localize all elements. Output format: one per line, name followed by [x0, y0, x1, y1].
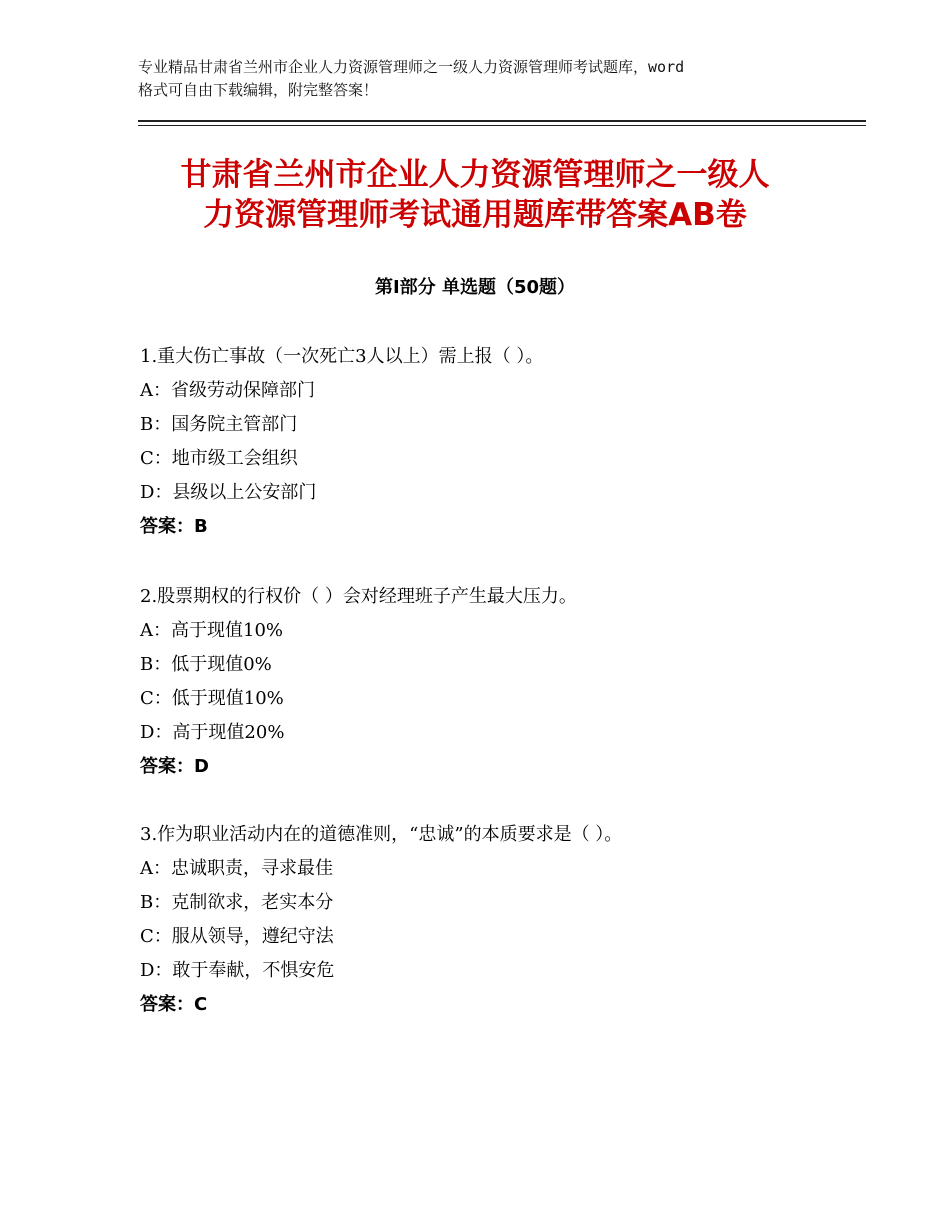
- option-d: D：高于现值20%: [140, 722, 285, 743]
- option-d: D：县级以上公安部门: [140, 482, 317, 503]
- answer-label: 答案：B: [140, 516, 208, 537]
- question-block: [140, 340, 860, 544]
- question-block: [140, 580, 860, 784]
- option-c: C：服从领导，遵纪守法: [140, 926, 334, 947]
- header-note-line-1: 专业精品甘肃省兰州市企业人力资源管理师之一级人力资源管理师考试题库，word: [138, 58, 685, 76]
- header-note: [138, 56, 838, 102]
- option-d: D：敢于奉献，不惧安危: [140, 960, 335, 981]
- question-stem: 2.股票期权的行权价（ ）会对经理班子产生最大压力。: [140, 586, 577, 607]
- question-stem: 3.作为职业活动内在的道德准则，“忠诚”的本质要求是（ ）。: [140, 824, 623, 845]
- option-a: A：省级劳动保障部门: [140, 380, 315, 401]
- option-b: B：国务院主管部门: [140, 414, 298, 435]
- question-stem: 1.重大伤亡事故（一次死亡3人以上）需上报（ ）。: [140, 346, 544, 367]
- section-heading: 第Ⅰ部分 单选题（50题）: [374, 277, 575, 298]
- question-block: [140, 818, 860, 1022]
- document-title: [100, 155, 850, 235]
- option-c: C：地市级工会组织: [140, 448, 298, 469]
- header-divider-thick: [138, 120, 866, 122]
- answer-label: 答案：C: [140, 994, 208, 1015]
- option-c: C：低于现值10%: [140, 688, 284, 709]
- option-b: B：克制欲求，老实本分: [140, 892, 334, 913]
- title-line-1: 甘肃省兰州市企业人力资源管理师之一级人: [180, 157, 770, 193]
- header-note-line-2: 格式可自由下载编辑，附完整答案！: [138, 81, 379, 99]
- header-divider-thin: [138, 125, 866, 126]
- answer-label: 答案：D: [140, 756, 209, 777]
- title-line-2: 力资源管理师考试通用题库带答案AB卷: [203, 197, 747, 233]
- option-a: A：忠诚职责，寻求最佳: [140, 858, 333, 879]
- option-b: B：低于现值0%: [140, 654, 272, 675]
- option-a: A：高于现值10%: [140, 620, 284, 641]
